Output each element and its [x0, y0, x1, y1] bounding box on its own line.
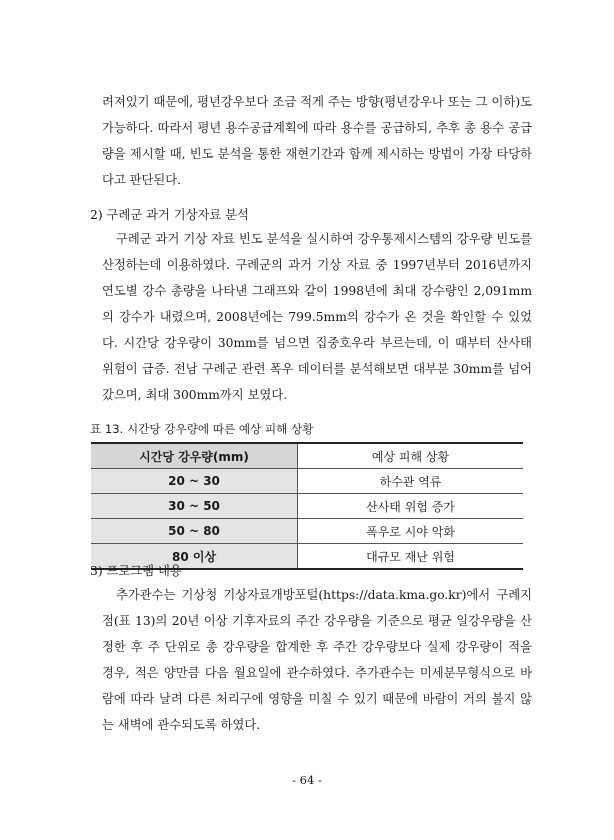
table-header-row [91, 443, 523, 469]
damage-description: 대규모 재난 위험 [298, 544, 524, 570]
table-row [91, 519, 523, 544]
damage-description: 폭우로 시야 악화 [298, 519, 524, 544]
rainfall-range: 50 ~ 80 [91, 519, 298, 544]
paragraph-continuation: 려져있기 때문에, 평년강우보다 조금 적게 주는 방향(평년강우나 또는 그 이하)도 가능하다. 따라서 평년 용수공급계획에 따라 용수를 공급하되, 추후 총 용수 공급량을 제시할 때, 빈도 분석을 통한 재현기간과 함께 제시하는 방법이 가장 타당하다고 판단된다. [102, 95, 532, 187]
damage-table [91, 442, 523, 570]
rainfall-range: 30 ~ 50 [91, 494, 298, 519]
section-2-heading: 2) 구례군 과거 기상자료 분석 [90, 208, 249, 222]
section-3-body: 추가관수는 기상청 기상자료개방포털(https://data.kma.go.kr)에서 구례지점(표 13)의 20년 이상 기후자료의 주간 강우량을 기준으로 평균 일강우량을 산정한 후 주 단위로 총 강우량을 합계한 후 주간 강우량보다 실제 강우량이 적을 경우, 적은 양만큼 다음 월요일에 관수하였다. 추가관수는 미세분무형식으로 바람에 따라 날려 다른 처리구에 영향을 미칠 수 있기 때문에 바람이 거의 불지 않는 새벽에 관수되도록 하였다. [102, 588, 532, 732]
damage-description: 하수관 역류 [298, 469, 524, 494]
section-2-body: 구례군 과거 기상 자료 빈도 분석을 실시하여 강우통제시스템의 강우량 빈도를 산정하는데 이용하였다. 구례군의 과거 기상 자료 중 1997년부터 2016년까지 연도별 강수 총량을 나타낸 그래프와 같이 1998년에 최대 강수량인 2,091mm의 강수가 내렸으며, 2008년에는 799.5mm의 강수가 온 것을 확인할 수 있었다. 시간당 강우량이 30mm를 넘으면 집중호우라 부르는데, 이 때부터 산사태 위험이 급증. 전남 구례군 관련 폭우 데이터를 분석해보면 대부분 30mm를 넘어갔으며, 최대 300mm까지 보였다. [102, 232, 532, 402]
page-number: - 64 - [292, 773, 322, 787]
section-3-heading: 3) 프로그램 내용 [90, 564, 182, 578]
table-row [91, 494, 523, 519]
header-damage: 예상 피해 상황 [298, 443, 524, 469]
table-row [91, 469, 523, 494]
table-caption: 표 13. 시간당 강우량에 따른 예상 피해 상황 [90, 422, 314, 436]
rainfall-range: 80 이상 [91, 544, 298, 570]
rainfall-range: 20 ~ 30 [91, 469, 298, 494]
damage-description: 산사태 위험 증가 [298, 494, 524, 519]
header-rainfall: 시간당 강우량(mm) [91, 443, 298, 469]
